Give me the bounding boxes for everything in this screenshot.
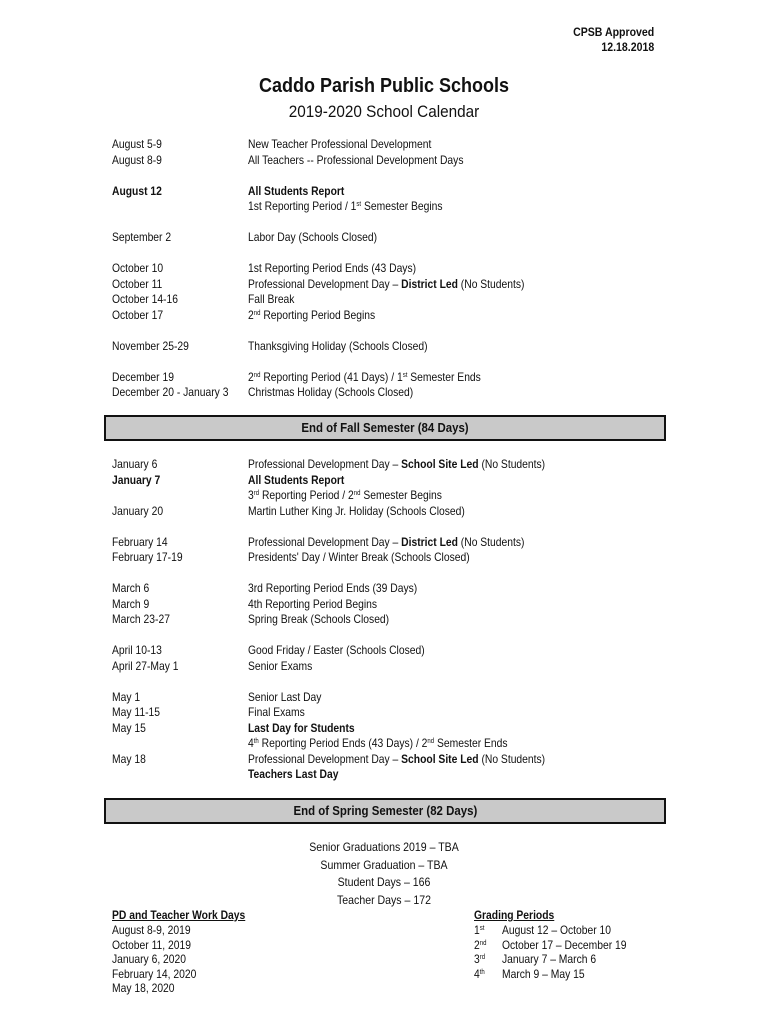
calendar-date: August 5-9 (112, 137, 162, 151)
calendar-date: September 2 (112, 230, 172, 244)
calendar-event: 1st Reporting Period Ends (43 Days) (248, 261, 417, 275)
calendar-event: Last Day for Students (248, 720, 355, 735)
calendar-date: December 19 (112, 369, 174, 384)
calendar-date: February 17-19 (112, 550, 183, 564)
calendar-event: All Students Report (248, 472, 345, 487)
period-suffix: th (479, 968, 485, 976)
pd-day: May 18, 2020 (112, 981, 175, 995)
spring-banner-text: End of Spring Semester (82 Days) (293, 803, 477, 818)
grading-period (474, 938, 664, 953)
row-spacer (112, 246, 672, 262)
calendar-event: Teachers Last Day (248, 767, 339, 781)
calendar-row (112, 705, 672, 721)
pd-day: October 11, 2019 (112, 937, 191, 952)
approval-date: 12.18.2018 (601, 40, 654, 54)
spring-semester-banner (104, 798, 666, 824)
calendar-date: October 10 (112, 261, 164, 275)
summary-block (0, 839, 768, 909)
row-spacer (112, 354, 672, 370)
calendar-row (112, 153, 672, 169)
fall-semester-banner (104, 415, 666, 441)
calendar-event: 2nd Reporting Period (41 Days) / 1st Semester Ends (248, 369, 481, 384)
pd-work-days (112, 908, 267, 996)
calendar-row (112, 767, 672, 783)
summary-line: Teacher Days – 172 (337, 892, 431, 907)
calendar-date: August 8-9 (112, 152, 162, 167)
fall-calendar-list (112, 137, 672, 401)
row-spacer (112, 674, 672, 690)
calendar-row (112, 643, 672, 659)
calendar-event: Professional Development Day – School Site Led (No Students) (248, 457, 546, 471)
calendar-date: May 15 (112, 720, 146, 735)
calendar-row (112, 504, 672, 520)
calendar-date: April 10-13 (112, 643, 162, 657)
pd-heading: PD and Teacher Work Days (112, 908, 246, 922)
grading-periods (474, 908, 664, 981)
calendar-event: Professional Development Day – District Led (No Students) (248, 276, 525, 291)
pd-day: January 6, 2020 (112, 952, 187, 966)
calendar-row (112, 292, 672, 308)
calendar-event: Spring Break (Schools Closed) (248, 612, 390, 626)
calendar-row (112, 752, 672, 768)
calendar-date: January 7 (112, 472, 161, 487)
period-range: October 17 – December 19 (502, 937, 627, 952)
calendar-date: March 9 (112, 596, 150, 611)
grading-heading: Grading Periods (474, 908, 555, 922)
calendar-event: Thanksgiving Holiday (Schools Closed) (248, 338, 428, 353)
approval-stamp (573, 25, 654, 55)
calendar-date: August 12 (112, 183, 162, 198)
calendar-row (112, 137, 672, 153)
calendar-event: 4th Reporting Period Begins (248, 596, 378, 611)
calendar-event: Final Exams (248, 705, 305, 719)
calendar-event: 1st Reporting Period / 1st Semester Begins (248, 199, 443, 213)
calendar-row (112, 385, 672, 401)
calendar-event: 2nd Reporting Period Begins (248, 307, 376, 322)
calendar-date: January 20 (112, 503, 164, 518)
calendar-row (112, 473, 672, 489)
calendar-event: 3rd Reporting Period Ends (39 Days) (248, 581, 418, 595)
row-spacer (112, 168, 672, 184)
period-suffix: nd (479, 939, 487, 947)
calendar-date: November 25-29 (112, 338, 189, 353)
calendar-date: March 23-27 (112, 612, 170, 626)
row-spacer (112, 566, 672, 582)
period-suffix: rd (479, 954, 486, 961)
calendar-date: January 6 (112, 457, 158, 471)
calendar-row (112, 261, 672, 277)
page-title: Caddo Parish Public Schools (258, 75, 510, 97)
period-number: 4 (474, 966, 480, 981)
period-number: 1 (474, 923, 480, 937)
calendar-date: May 1 (112, 689, 141, 704)
row-spacer (112, 323, 672, 339)
calendar-date: May 11-15 (112, 705, 160, 719)
calendar-event: 3rd Reporting Period / 2nd Semester Begins (248, 488, 442, 502)
calendar-event: Martin Luther King Jr. Holiday (Schools Closed) (248, 503, 465, 518)
period-range: January 7 – March 6 (502, 952, 597, 966)
calendar-event: Good Friday / Easter (Schools Closed) (248, 643, 425, 657)
pd-day: February 14, 2020 (112, 966, 197, 981)
calendar-event: 4th Reporting Period Ends (43 Days) / 2nd Semester Ends (248, 736, 508, 750)
calendar-row (112, 199, 672, 215)
period-suffix: st (479, 925, 485, 932)
calendar-date: March 6 (112, 581, 150, 595)
summary-line: Student Days – 166 (337, 875, 431, 889)
calendar-event: Senior Exams (248, 658, 313, 673)
calendar-row (112, 370, 672, 386)
calendar-date: October 14-16 (112, 292, 178, 306)
calendar-row (112, 308, 672, 324)
period-range: March 9 – May 15 (502, 966, 585, 981)
calendar-event: New Teacher Professional Development (248, 137, 432, 151)
calendar-date: April 27-May 1 (112, 658, 179, 673)
pd-day: August 8-9, 2019 (112, 923, 191, 937)
calendar-event: All Teachers -- Professional Development Days (248, 152, 464, 167)
period-range: August 12 – October 10 (502, 923, 612, 937)
calendar-event: Professional Development Day – School Site Led (No Students) (248, 751, 546, 766)
calendar-row (112, 184, 672, 200)
calendar-event: Senior Last Day (248, 689, 322, 704)
summary-line: Senior Graduations 2019 – TBA (309, 840, 459, 854)
calendar-row (112, 690, 672, 706)
calendar-event: All Students Report (248, 183, 345, 198)
calendar-row (112, 488, 672, 504)
calendar-date: December 20 - January 3 (112, 385, 229, 399)
calendar-row (112, 597, 672, 613)
calendar-row (112, 721, 672, 737)
period-number: 2 (474, 937, 480, 952)
calendar-date: October 11 (112, 276, 163, 291)
calendar-event: Labor Day (Schools Closed) (248, 230, 378, 244)
calendar-event: Professional Development Day – District Led (No Students) (248, 534, 525, 549)
summary-line: Summer Graduation – TBA (320, 857, 448, 872)
calendar-row (112, 535, 672, 551)
calendar-event: Presidents' Day / Winter Break (Schools Closed) (248, 550, 470, 564)
calendar-event: Fall Break (248, 292, 295, 306)
grading-period (474, 967, 664, 982)
calendar-row (112, 457, 672, 473)
calendar-row (112, 277, 672, 293)
calendar-row (112, 612, 672, 628)
calendar-row (112, 581, 672, 597)
calendar-date: May 18 (112, 751, 146, 766)
grading-period (474, 952, 664, 967)
calendar-row (112, 339, 672, 355)
row-spacer (112, 215, 672, 231)
grading-period (474, 923, 664, 938)
calendar-date: February 14 (112, 534, 168, 549)
spring-calendar-list (112, 457, 672, 783)
fall-banner-text: End of Fall Semester (84 Days) (301, 420, 469, 435)
calendar-row (112, 659, 672, 675)
row-spacer (112, 628, 672, 644)
row-spacer (112, 519, 672, 535)
approval-label: CPSB Approved (572, 25, 654, 39)
calendar-event: Christmas Holiday (Schools Closed) (248, 385, 414, 399)
calendar-row (112, 736, 672, 752)
calendar-row (112, 550, 672, 566)
calendar-date: October 17 (112, 307, 164, 322)
calendar-row (112, 230, 672, 246)
period-number: 3 (474, 952, 480, 966)
page-subtitle: 2019-2020 School Calendar (288, 102, 480, 121)
